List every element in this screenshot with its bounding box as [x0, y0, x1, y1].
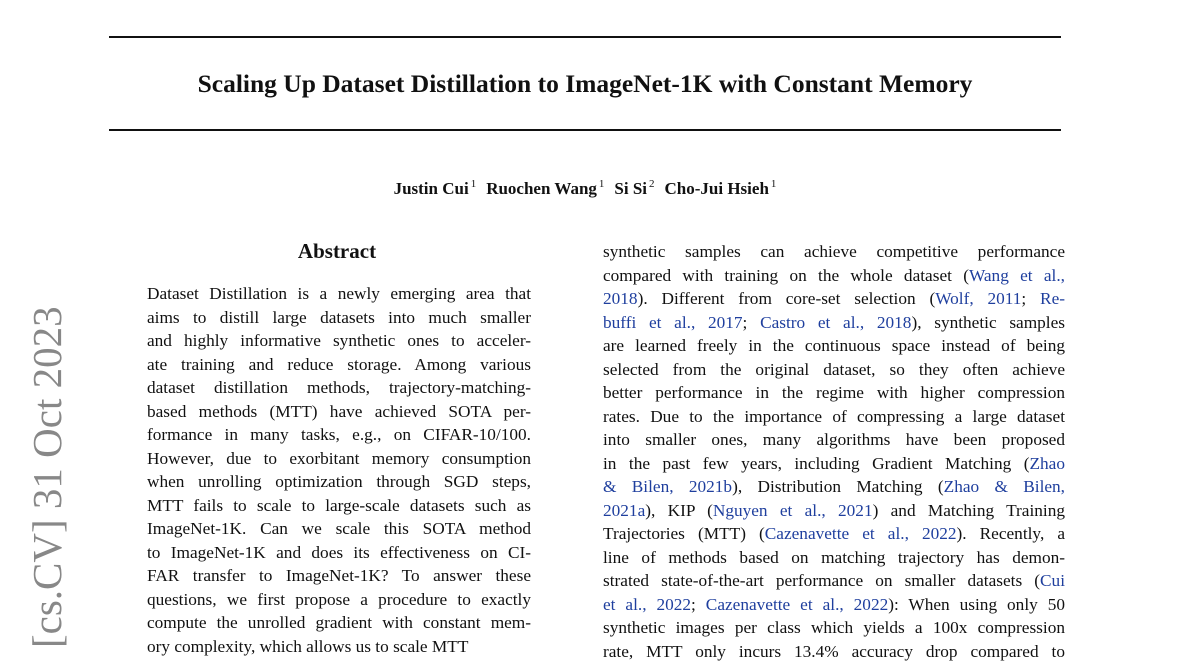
abstract-line: questions, we first propose a procedure to exactly [147, 588, 531, 612]
body-text: in the past few years, including Gradient Matching ( [603, 454, 1029, 473]
body-text: strated state-of-the-art performance on smaller datasets ( [603, 571, 1040, 590]
citation-link[interactable]: Cazenavette et al., 2022 [765, 524, 957, 543]
citation-link[interactable]: Wolf, 2011 [935, 289, 1021, 308]
citation-link[interactable]: et al., 2022 [603, 595, 691, 614]
citation-link[interactable]: Cazenavette et al., 2022 [706, 595, 888, 614]
abstract-body [147, 282, 531, 658]
abstract-line: ate training and reduce storage. Among various [147, 353, 531, 377]
top-rule [109, 36, 1061, 38]
body-text: ), synthetic samples [911, 313, 1065, 332]
citation-link[interactable]: Re- [1040, 289, 1065, 308]
abstract-line: ory complexity, which allows us to scale MTT [147, 635, 531, 659]
body-line [603, 287, 1065, 311]
body-text: Trajectories (MTT) ( [603, 524, 765, 543]
body-text: rates. Due to the importance of compressing a large dataset [603, 407, 1065, 426]
abstract-line: to ImageNet-1K and does its effectiveness on CI- [147, 541, 531, 565]
body-line [603, 569, 1065, 593]
body-text: better performance in the regime with higher compression [603, 383, 1065, 402]
author-affiliation: 1 [771, 178, 777, 190]
body-line [603, 428, 1065, 452]
body-line [603, 593, 1065, 617]
citation-link[interactable]: Castro et al., 2018 [760, 313, 911, 332]
body-text: ; [743, 313, 761, 332]
citation-link[interactable]: 2018 [603, 289, 638, 308]
body-line [603, 546, 1065, 570]
author-affiliation: 1 [471, 178, 477, 190]
abstract-line: and highly informative synthetic ones to acceler- [147, 329, 531, 353]
body-text: ). Recently, a [957, 524, 1065, 543]
body-text: compared with training on the whole dataset ( [603, 266, 969, 285]
citation-link[interactable]: Zhao & Bilen, [944, 477, 1065, 496]
author-name: Justin Cui $^1$ [394, 179, 477, 198]
body-line [603, 311, 1065, 335]
author-name: Ruochen Wang $^1$ [486, 179, 604, 198]
citation-link[interactable]: Nguyen et al., 2021 [713, 501, 873, 520]
citation-link[interactable]: Wang et al., [969, 266, 1065, 285]
citation-link[interactable]: buffi et al., 2017 [603, 313, 743, 332]
body-line [603, 475, 1065, 499]
body-line [603, 616, 1065, 640]
introduction-body [603, 240, 1065, 663]
body-line [603, 334, 1065, 358]
body-text: synthetic images per class which yields a 100x compression [603, 618, 1065, 637]
body-text: are learned freely in the continuous space instead of being [603, 336, 1065, 355]
abstract-line: based methods (MTT) have achieved SOTA per- [147, 400, 531, 424]
body-line [603, 381, 1065, 405]
body-text: line of methods based on matching trajectory has demon- [603, 548, 1065, 567]
abstract-line: when unrolling optimization through SGD steps, [147, 470, 531, 494]
author-affiliation: 2 [649, 178, 655, 190]
body-text: ), KIP ( [645, 501, 713, 520]
author-name: Cho-Jui Hsieh $^1$ [665, 179, 777, 198]
body-line [603, 405, 1065, 429]
body-text: ). Different from core-set selection ( [638, 289, 936, 308]
abstract-line: However, due to exorbitant memory consumption [147, 447, 531, 471]
author-name: Si Si $^2$ [614, 179, 654, 198]
arxiv-stamp: [cs.CV] 31 Oct 2023 [27, 308, 68, 648]
body-text: selected from the original dataset, so they often achieve [603, 360, 1065, 379]
body-text: into smaller ones, many algorithms have been proposed [603, 430, 1065, 449]
abstract-line: compute the unrolled gradient with constant mem- [147, 611, 531, 635]
abstract-heading: Abstract [147, 237, 527, 265]
body-line [603, 499, 1065, 523]
paper-title: Scaling Up Dataset Distillation to ImageNet-1K with Constant Memory [109, 67, 1061, 101]
abstract-line: Dataset Distillation is a newly emerging area that [147, 282, 531, 306]
body-text: ), Distribution Matching ( [732, 477, 944, 496]
body-text: ): When using only 50 [888, 595, 1065, 614]
body-line [603, 264, 1065, 288]
body-text: ; [691, 595, 706, 614]
body-text: ; [1021, 289, 1040, 308]
author-affiliation: 1 [599, 178, 605, 190]
body-line [603, 358, 1065, 382]
citation-link[interactable]: & Bilen, 2021b [603, 477, 732, 496]
body-text: ) and Matching Training [873, 501, 1065, 520]
body-line [603, 522, 1065, 546]
citation-link[interactable]: Cui [1040, 571, 1065, 590]
abstract-line: formance in many tasks, e.g., on CIFAR-10/100. [147, 423, 531, 447]
abstract-line: ImageNet-1K. Can we scale this SOTA method [147, 517, 531, 541]
bottom-rule [109, 129, 1061, 131]
body-line [603, 240, 1065, 264]
body-line [603, 640, 1065, 663]
abstract-line: dataset distillation methods, trajectory-matching- [147, 376, 531, 400]
abstract-line: FAR transfer to ImageNet-1K? To answer these [147, 564, 531, 588]
body-text: synthetic samples can achieve competitive performance [603, 242, 1065, 261]
body-text: rate, MTT only incurs 13.4% accuracy drop compared to [603, 642, 1065, 661]
abstract-line: MTT fails to scale to large-scale datasets such as [147, 494, 531, 518]
body-line [603, 452, 1065, 476]
author-list [109, 172, 1061, 201]
citation-link[interactable]: Zhao [1029, 454, 1065, 473]
citation-link[interactable]: 2021a [603, 501, 645, 520]
abstract-line: aims to distill large datasets into much smaller [147, 306, 531, 330]
